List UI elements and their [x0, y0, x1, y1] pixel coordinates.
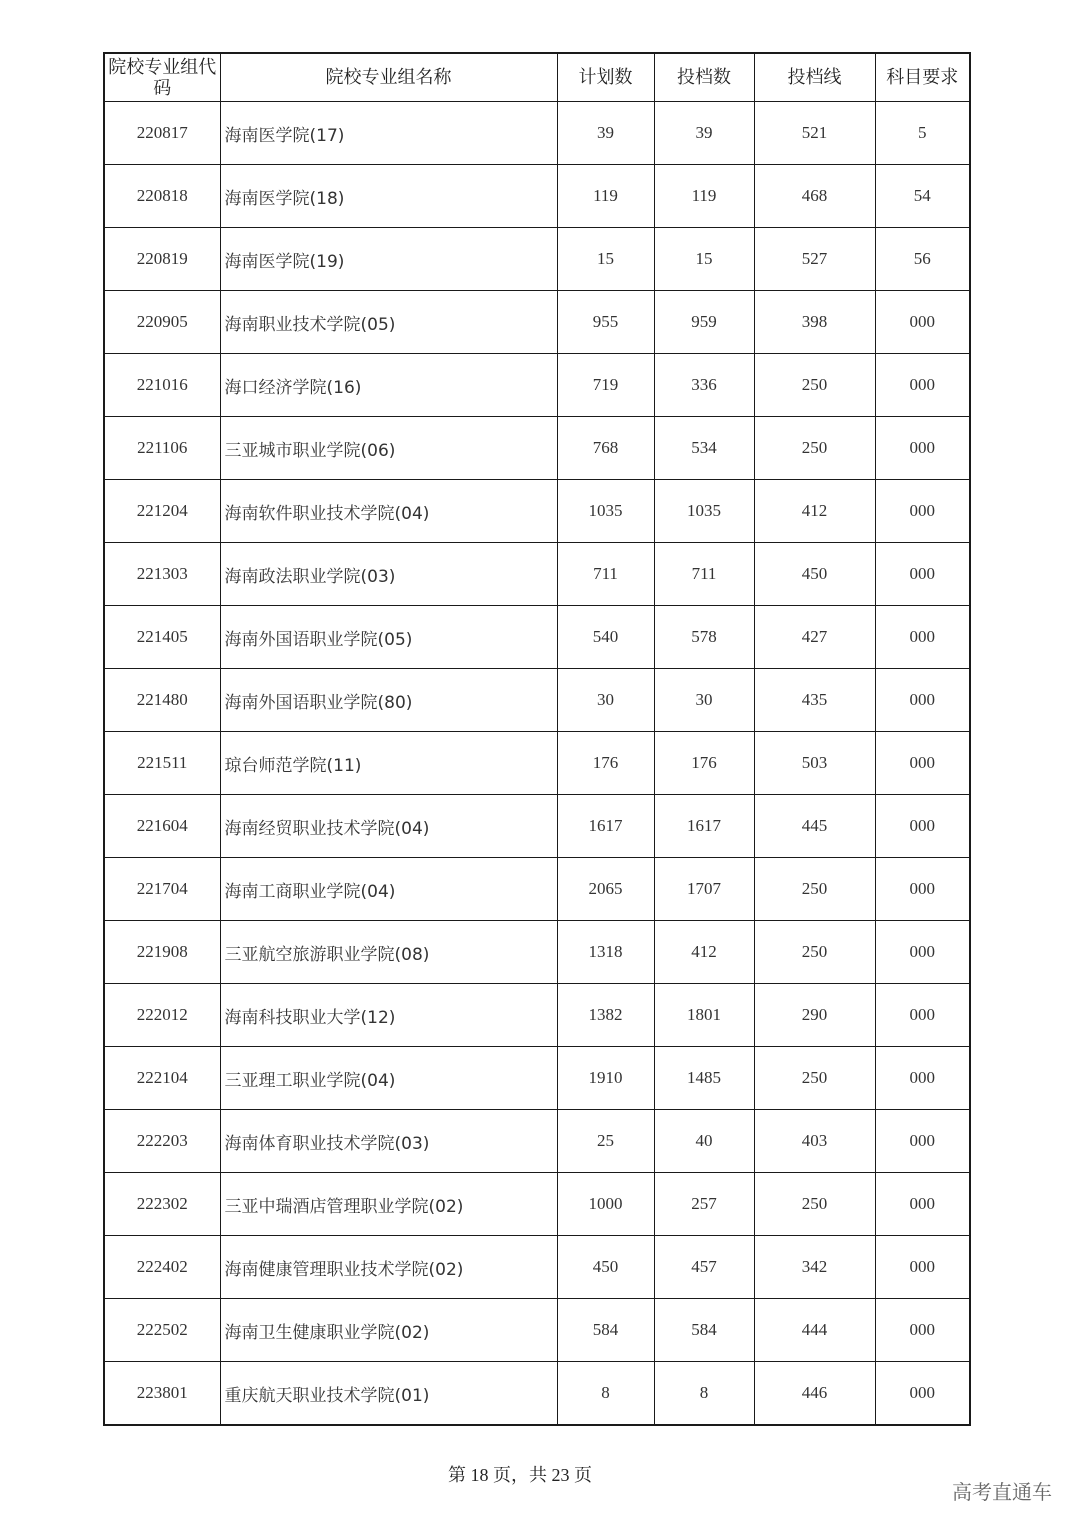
- cell-cutoff: 468: [754, 165, 875, 228]
- cell-cutoff: 521: [754, 102, 875, 165]
- cell-name: 三亚中瑞酒店管理职业学院(02): [220, 1173, 557, 1236]
- cell-subject-req: 000: [875, 480, 970, 543]
- cell-cutoff: 250: [754, 921, 875, 984]
- cell-code: 221405: [104, 606, 220, 669]
- table-row: [104, 165, 970, 228]
- cell-cutoff: 412: [754, 480, 875, 543]
- cell-plan: 1617: [557, 795, 654, 858]
- header-name: 院校专业组名称: [220, 53, 557, 102]
- cell-plan: 1382: [557, 984, 654, 1047]
- cell-cutoff: 398: [754, 291, 875, 354]
- table-row: [104, 858, 970, 921]
- cell-plan: 2065: [557, 858, 654, 921]
- cell-code: 220905: [104, 291, 220, 354]
- cell-admitted: 15: [654, 228, 754, 291]
- cell-admitted: 534: [654, 417, 754, 480]
- table-row: [104, 228, 970, 291]
- cell-subject-req: 000: [875, 1362, 970, 1426]
- cell-subject-req: 000: [875, 984, 970, 1047]
- cell-admitted: 412: [654, 921, 754, 984]
- cell-plan: 15: [557, 228, 654, 291]
- cell-plan: 450: [557, 1236, 654, 1299]
- cell-name: 海南外国语职业学院(05): [220, 606, 557, 669]
- cell-cutoff: 342: [754, 1236, 875, 1299]
- cell-code: 221604: [104, 795, 220, 858]
- cell-cutoff: 450: [754, 543, 875, 606]
- cell-cutoff: 290: [754, 984, 875, 1047]
- cell-admitted: 40: [654, 1110, 754, 1173]
- cell-code: 222302: [104, 1173, 220, 1236]
- cell-subject-req: 000: [875, 1110, 970, 1173]
- cell-code: 220817: [104, 102, 220, 165]
- cell-admitted: 1707: [654, 858, 754, 921]
- cell-subject-req: 000: [875, 417, 970, 480]
- cell-name: 海南工商职业学院(04): [220, 858, 557, 921]
- table-row: [104, 1110, 970, 1173]
- cell-cutoff: 435: [754, 669, 875, 732]
- cell-code: 221106: [104, 417, 220, 480]
- cell-admitted: 959: [654, 291, 754, 354]
- cell-cutoff: 445: [754, 795, 875, 858]
- cell-name: 海南医学院(19): [220, 228, 557, 291]
- cell-cutoff: 250: [754, 417, 875, 480]
- cell-admitted: 457: [654, 1236, 754, 1299]
- cell-cutoff: 403: [754, 1110, 875, 1173]
- cell-name: 海南政法职业学院(03): [220, 543, 557, 606]
- table-row: [104, 291, 970, 354]
- cell-admitted: 257: [654, 1173, 754, 1236]
- cell-admitted: 584: [654, 1299, 754, 1362]
- cell-subject-req: 000: [875, 1236, 970, 1299]
- cell-admitted: 578: [654, 606, 754, 669]
- cell-admitted: 1035: [654, 480, 754, 543]
- cell-plan: 1318: [557, 921, 654, 984]
- cell-subject-req: 000: [875, 858, 970, 921]
- cell-subject-req: 54: [875, 165, 970, 228]
- cell-code: 222402: [104, 1236, 220, 1299]
- cell-plan: 711: [557, 543, 654, 606]
- cell-code: 221908: [104, 921, 220, 984]
- cell-subject-req: 56: [875, 228, 970, 291]
- table-row: [104, 984, 970, 1047]
- cell-plan: 30: [557, 669, 654, 732]
- table-row: [104, 354, 970, 417]
- cell-subject-req: 000: [875, 795, 970, 858]
- cell-code: 222203: [104, 1110, 220, 1173]
- cell-plan: 719: [557, 354, 654, 417]
- cell-name: 琼台师范学院(11): [220, 732, 557, 795]
- cell-plan: 8: [557, 1362, 654, 1426]
- cell-admitted: 711: [654, 543, 754, 606]
- cell-name: 海南科技职业大学(12): [220, 984, 557, 1047]
- cell-code: 223801: [104, 1362, 220, 1426]
- cell-name: 三亚城市职业学院(06): [220, 417, 557, 480]
- cell-code: 221204: [104, 480, 220, 543]
- cell-plan: 1000: [557, 1173, 654, 1236]
- cell-subject-req: 000: [875, 669, 970, 732]
- cell-plan: 1910: [557, 1047, 654, 1110]
- cell-cutoff: 527: [754, 228, 875, 291]
- cell-name: 海口经济学院(16): [220, 354, 557, 417]
- cell-admitted: 1617: [654, 795, 754, 858]
- cell-name: 海南医学院(18): [220, 165, 557, 228]
- cell-subject-req: 000: [875, 1047, 970, 1110]
- table-row: [104, 1173, 970, 1236]
- cell-cutoff: 250: [754, 354, 875, 417]
- cell-cutoff: 444: [754, 1299, 875, 1362]
- cell-subject-req: 000: [875, 543, 970, 606]
- cell-admitted: 119: [654, 165, 754, 228]
- page-footer: [0, 1461, 1080, 1487]
- cell-plan: 955: [557, 291, 654, 354]
- header-code: 院校专业组代码: [104, 53, 220, 102]
- cell-name: 海南体育职业技术学院(03): [220, 1110, 557, 1173]
- table-row: [104, 795, 970, 858]
- cell-cutoff: 446: [754, 1362, 875, 1426]
- cell-admitted: 30: [654, 669, 754, 732]
- cell-cutoff: 250: [754, 858, 875, 921]
- cell-name: 海南软件职业技术学院(04): [220, 480, 557, 543]
- cell-subject-req: 000: [875, 1299, 970, 1362]
- table-row: [104, 669, 970, 732]
- cell-cutoff: 250: [754, 1173, 875, 1236]
- cell-subject-req: 5: [875, 102, 970, 165]
- cell-name: 海南经贸职业技术学院(04): [220, 795, 557, 858]
- cell-code: 222502: [104, 1299, 220, 1362]
- table-row: [104, 102, 970, 165]
- cell-code: 222104: [104, 1047, 220, 1110]
- watermark: 高考直通车: [952, 1480, 1052, 1504]
- cell-name: 海南职业技术学院(05): [220, 291, 557, 354]
- cell-admitted: 1485: [654, 1047, 754, 1110]
- cell-admitted: 176: [654, 732, 754, 795]
- table-row: [104, 480, 970, 543]
- cell-subject-req: 000: [875, 606, 970, 669]
- cell-name: 海南健康管理职业技术学院(02): [220, 1236, 557, 1299]
- table-row: [104, 543, 970, 606]
- header-row: [104, 53, 970, 102]
- cell-admitted: 1801: [654, 984, 754, 1047]
- admission-table: [103, 52, 971, 1426]
- cell-code: 220818: [104, 165, 220, 228]
- table-row: [104, 1047, 970, 1110]
- table-row: [104, 1362, 970, 1426]
- table-body: [104, 102, 970, 1426]
- cell-subject-req: 000: [875, 1173, 970, 1236]
- cell-cutoff: 427: [754, 606, 875, 669]
- cell-plan: 25: [557, 1110, 654, 1173]
- cell-code: 221704: [104, 858, 220, 921]
- table-row: [104, 606, 970, 669]
- table-row: [104, 921, 970, 984]
- table-row: [104, 417, 970, 480]
- header-admitted: 投档数: [654, 53, 754, 102]
- table-row: [104, 732, 970, 795]
- cell-plan: 584: [557, 1299, 654, 1362]
- header-plan: 计划数: [557, 53, 654, 102]
- cell-cutoff: 250: [754, 1047, 875, 1110]
- cell-code: 222012: [104, 984, 220, 1047]
- cell-name: 海南医学院(17): [220, 102, 557, 165]
- table-row: [104, 1236, 970, 1299]
- cell-code: 221511: [104, 732, 220, 795]
- cell-name: 重庆航天职业技术学院(01): [220, 1362, 557, 1426]
- cell-plan: 39: [557, 102, 654, 165]
- cell-code: 220819: [104, 228, 220, 291]
- cell-plan: 768: [557, 417, 654, 480]
- cell-plan: 1035: [557, 480, 654, 543]
- cell-cutoff: 503: [754, 732, 875, 795]
- cell-admitted: 336: [654, 354, 754, 417]
- cell-name: 海南外国语职业学院(80): [220, 669, 557, 732]
- cell-plan: 540: [557, 606, 654, 669]
- cell-subject-req: 000: [875, 732, 970, 795]
- cell-plan: 176: [557, 732, 654, 795]
- cell-name: 三亚理工职业学院(04): [220, 1047, 557, 1110]
- cell-code: 221480: [104, 669, 220, 732]
- cell-plan: 119: [557, 165, 654, 228]
- cell-code: 221303: [104, 543, 220, 606]
- cell-admitted: 8: [654, 1362, 754, 1426]
- cell-name: 海南卫生健康职业学院(02): [220, 1299, 557, 1362]
- page-indicator: 第 18 页，共 23 页: [448, 1465, 592, 1485]
- cell-name: 三亚航空旅游职业学院(08): [220, 921, 557, 984]
- cell-subject-req: 000: [875, 921, 970, 984]
- table-row: [104, 1299, 970, 1362]
- cell-code: 221016: [104, 354, 220, 417]
- cell-subject-req: 000: [875, 354, 970, 417]
- cell-admitted: 39: [654, 102, 754, 165]
- header-cutoff: 投档线: [754, 53, 875, 102]
- cell-subject-req: 000: [875, 291, 970, 354]
- header-subject-req: 科目要求: [875, 53, 970, 102]
